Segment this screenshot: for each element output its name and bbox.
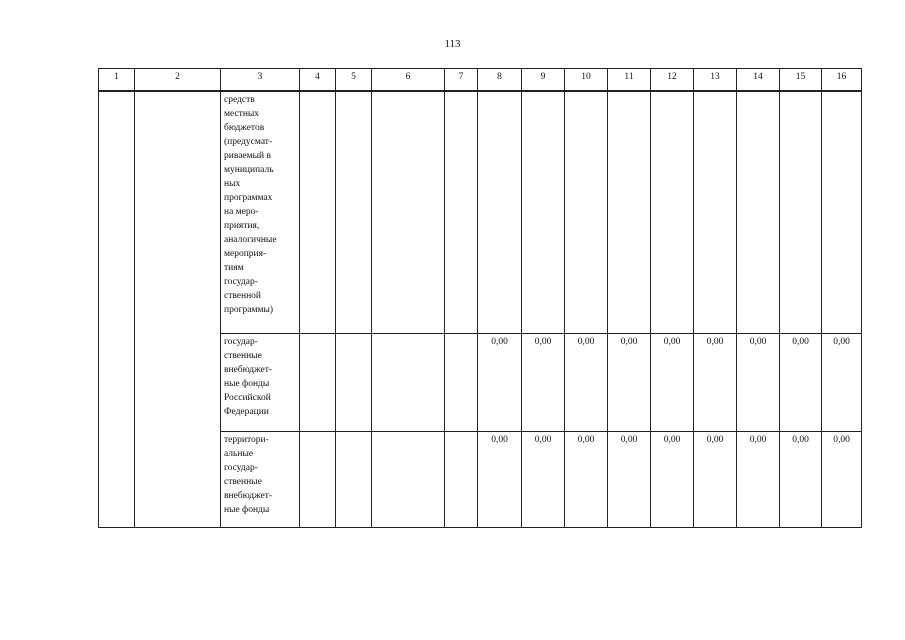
description-line: ственной: [224, 291, 262, 301]
value-cell-col-8: 0,00: [478, 431, 522, 527]
column-header-13: 13: [694, 69, 737, 92]
value-cell-col-13: [694, 91, 737, 333]
description-line: местных: [224, 109, 260, 119]
value-cell-col-6: [372, 333, 445, 431]
table-row: [99, 91, 862, 333]
value-cell-col-5: [336, 333, 372, 431]
value-cell-col-4: [300, 333, 336, 431]
value-cell-col-11: 0,00: [608, 333, 651, 431]
value-cell-col-4: [300, 431, 336, 527]
description-line: на меро-: [224, 207, 259, 217]
value-cell-col-15: 0,00: [780, 431, 822, 527]
value-cell-col-9: 0,00: [522, 333, 565, 431]
column-header-4: 4: [300, 69, 336, 92]
value-cell-col-12: [651, 91, 694, 333]
value-cell-col-14: 0,00: [737, 333, 780, 431]
column-header-6: 6: [372, 69, 445, 92]
value-cell-col-8: [478, 91, 522, 333]
value-cell-col-10: [565, 91, 608, 333]
description-line: ственные: [224, 350, 262, 361]
cell-col-1: [99, 91, 135, 527]
value-cell-col-6: [372, 91, 445, 333]
value-cell-col-6: [372, 431, 445, 527]
column-header-16: 16: [822, 69, 862, 92]
value-cell-col-9: [522, 91, 565, 333]
description-line: ные фонды: [224, 504, 270, 515]
value-cell-col-16: 0,00: [822, 333, 862, 431]
description-line: внебюджет-: [224, 490, 273, 501]
description-line: государ-: [224, 462, 258, 473]
column-header-14: 14: [737, 69, 780, 92]
description-line: муниципаль: [224, 165, 274, 175]
value-cell-col-15: 0,00: [780, 333, 822, 431]
column-header-15: 15: [780, 69, 822, 92]
value-cell-col-16: [822, 91, 862, 333]
description-line: (предусмат-: [224, 137, 273, 147]
description-line: аналогичные: [224, 235, 277, 245]
column-header-11: 11: [608, 69, 651, 92]
value-cell-col-15: [780, 91, 822, 333]
column-header-9: 9: [522, 69, 565, 92]
row-description: [221, 431, 300, 527]
value-cell-col-13: 0,00: [694, 333, 737, 431]
value-cell-col-7: [445, 91, 478, 333]
description-line: программах: [224, 193, 273, 203]
row-description: [221, 333, 300, 431]
value-cell-col-5: [336, 431, 372, 527]
row-description: [221, 91, 300, 333]
cell-col-2: [135, 91, 221, 527]
description-line: приятия,: [224, 221, 260, 231]
description-line: Федерации: [224, 406, 269, 417]
value-cell-col-11: 0,00: [608, 431, 651, 527]
header-row: [99, 69, 862, 92]
description-line: программы): [224, 305, 274, 315]
column-header-3: 3: [221, 69, 300, 92]
value-cell-col-11: [608, 91, 651, 333]
description-line: ных: [224, 179, 241, 189]
value-cell-col-14: [737, 91, 780, 333]
description-line: внебюджет-: [224, 364, 273, 375]
budget-table: [98, 68, 862, 528]
value-cell-col-7: [445, 431, 478, 527]
column-header-10: 10: [565, 69, 608, 92]
column-header-1: 1: [99, 69, 135, 92]
description-line: государ-: [224, 277, 258, 287]
column-header-2: 2: [135, 69, 221, 92]
page-number: 113: [444, 38, 461, 50]
value-cell-col-7: [445, 333, 478, 431]
description-line: ственные: [224, 476, 262, 487]
value-cell-col-12: 0,00: [651, 333, 694, 431]
value-cell-col-10: 0,00: [565, 333, 608, 431]
value-cell-col-14: 0,00: [737, 431, 780, 527]
description-line: тиям: [224, 263, 244, 273]
column-header-8: 8: [478, 69, 522, 92]
value-cell-col-5: [336, 91, 372, 333]
value-cell-col-9: 0,00: [522, 431, 565, 527]
value-cell-col-10: 0,00: [565, 431, 608, 527]
column-header-7: 7: [445, 69, 478, 92]
value-cell-col-16: 0,00: [822, 431, 862, 527]
description-line: альные: [224, 448, 254, 459]
value-cell-col-4: [300, 91, 336, 333]
description-line: бюджетов: [224, 123, 265, 133]
column-header-5: 5: [336, 69, 372, 92]
description-line: средств: [224, 95, 255, 105]
description-line: государ-: [224, 336, 258, 347]
description-line: риваемый в: [224, 151, 271, 161]
value-cell-col-8: 0,00: [478, 333, 522, 431]
description-line: мероприя-: [224, 249, 267, 259]
value-cell-col-13: 0,00: [694, 431, 737, 527]
description-line: Российской: [224, 392, 271, 403]
description-line: ные фонды: [224, 378, 270, 389]
value-cell-col-12: 0,00: [651, 431, 694, 527]
column-header-12: 12: [651, 69, 694, 92]
description-line: территори-: [224, 434, 269, 445]
